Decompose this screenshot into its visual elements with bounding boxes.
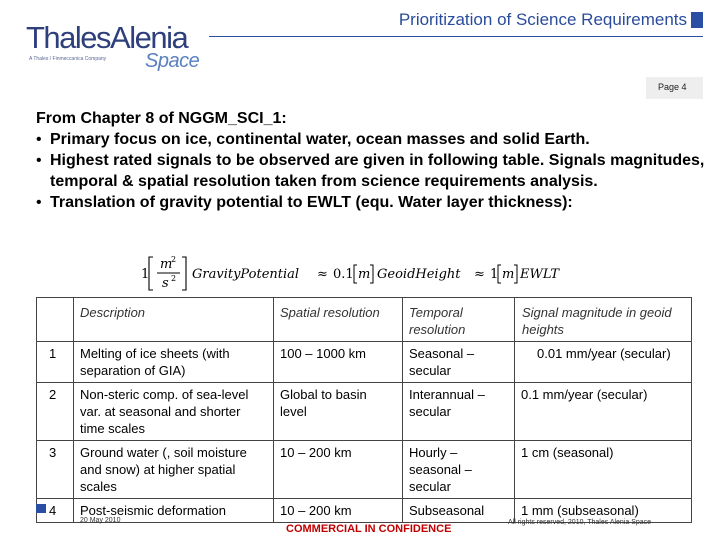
row-temporal: Interannual – secular — [403, 383, 515, 441]
company-logo — [26, 20, 200, 78]
header-temporal: Temporal resolution — [403, 298, 515, 342]
row-magnitude: 0.1 mm/year (secular) — [515, 383, 692, 441]
title-accent-bar — [691, 12, 703, 28]
row-magnitude: 1 mm (subseasonal) — [515, 499, 692, 523]
row-description: Non-steric comp. of sea-level var. at seasonal and shorter time scales — [74, 383, 274, 441]
logo-wordmark: ThalesAlenia — [26, 20, 188, 55]
table-row — [37, 441, 692, 499]
formula-ewlt: EWLT — [520, 267, 560, 282]
bullet-text: Translation of gravity potential to EWLT (equ. Water layer thickness): — [50, 194, 573, 211]
conversion-formula — [140, 253, 580, 293]
row-temporal: Seasonal – secular — [403, 342, 515, 383]
bullet-item — [36, 129, 706, 150]
bullet-glyph: • — [36, 131, 42, 148]
row-spatial: 10 – 200 km — [274, 499, 403, 523]
row-magnitude: 1 cm (seasonal) — [515, 441, 692, 499]
header-magnitude: Signal magnitude in geoid heights — [515, 298, 692, 342]
footer-date: 20 May 2010 — [80, 517, 121, 524]
logo-tagline: A Thales / Finmeccanica Company — [29, 56, 107, 62]
formula-approx: ≈ — [474, 267, 485, 282]
row-number: 3 — [37, 441, 74, 499]
formula-m: m — [502, 267, 515, 282]
slide-title: Prioritization of Science Requirements — [398, 10, 687, 29]
header-number — [37, 298, 74, 342]
row-spatial: 100 – 1000 km — [274, 342, 403, 383]
formula-sup: 2 — [171, 274, 177, 283]
formula-bracket-right — [182, 257, 186, 290]
page-number: Page 4 — [658, 82, 687, 92]
row-number: 4 — [37, 499, 74, 523]
formula-coef: 0.1 — [333, 267, 354, 282]
formula-m: m — [358, 267, 371, 282]
row-magnitude: 0.01 mm/year (secular) — [515, 342, 692, 383]
row-number: 1 — [37, 342, 74, 383]
row-number: 2 — [37, 383, 74, 441]
header-divider — [209, 36, 703, 37]
bullet-glyph: • — [36, 152, 42, 169]
header-description: Description — [74, 298, 274, 342]
formula-geoid: GeoidHeight — [377, 267, 461, 282]
table-row — [37, 383, 692, 441]
formula-one: 1 — [490, 267, 499, 282]
bullet-item — [36, 192, 706, 213]
bullet-item — [36, 150, 706, 192]
bullet-glyph: • — [36, 194, 42, 211]
row-spatial: Global to basin level — [274, 383, 403, 441]
formula-s2: s — [162, 276, 169, 291]
formula-bracket-left — [149, 257, 153, 290]
table-header-row — [37, 298, 692, 342]
bullet-list — [36, 129, 706, 213]
formula-gravity: GravityPotential — [192, 267, 300, 282]
logo-space: Space — [145, 50, 200, 72]
formula-sup: 2 — [171, 255, 177, 264]
row-temporal: Hourly – seasonal – secular — [403, 441, 515, 499]
row-spatial: 10 – 200 km — [274, 441, 403, 499]
footer-confidential: COMMERCIAL IN CONFIDENCE — [286, 523, 452, 535]
formula-one: 1 — [141, 267, 150, 282]
row-description: Ground water (, soil moisture and snow) at higher spatial scales — [74, 441, 274, 499]
formula-approx: ≈ — [317, 267, 328, 282]
intro-heading: From Chapter 8 of NGGM_SCI_1: — [36, 110, 287, 127]
table-row — [37, 342, 692, 383]
intro-text — [36, 108, 706, 213]
bullet-text: Primary focus on ice, continental water, ocean masses and solid Earth. — [50, 131, 590, 148]
row-description: Post-seismic deformation — [74, 499, 274, 523]
footer-rights: All rights reserved, 2010, Thales Alenia Space — [508, 519, 652, 526]
footer-accent-box — [36, 504, 46, 513]
row-description: Melting of ice sheets (with separation of GIA) — [74, 342, 274, 383]
bullet-text: Highest rated signals to be observed are given in following table. Signals magnitudes, temporal & spatial resolution taken from science requirements analysis. — [50, 152, 705, 190]
row-temporal: Subseasonal — [403, 499, 515, 523]
science-requirements-table — [36, 297, 692, 523]
header-spatial: Spatial resolution — [274, 298, 403, 342]
formula-m2: m — [160, 257, 173, 272]
